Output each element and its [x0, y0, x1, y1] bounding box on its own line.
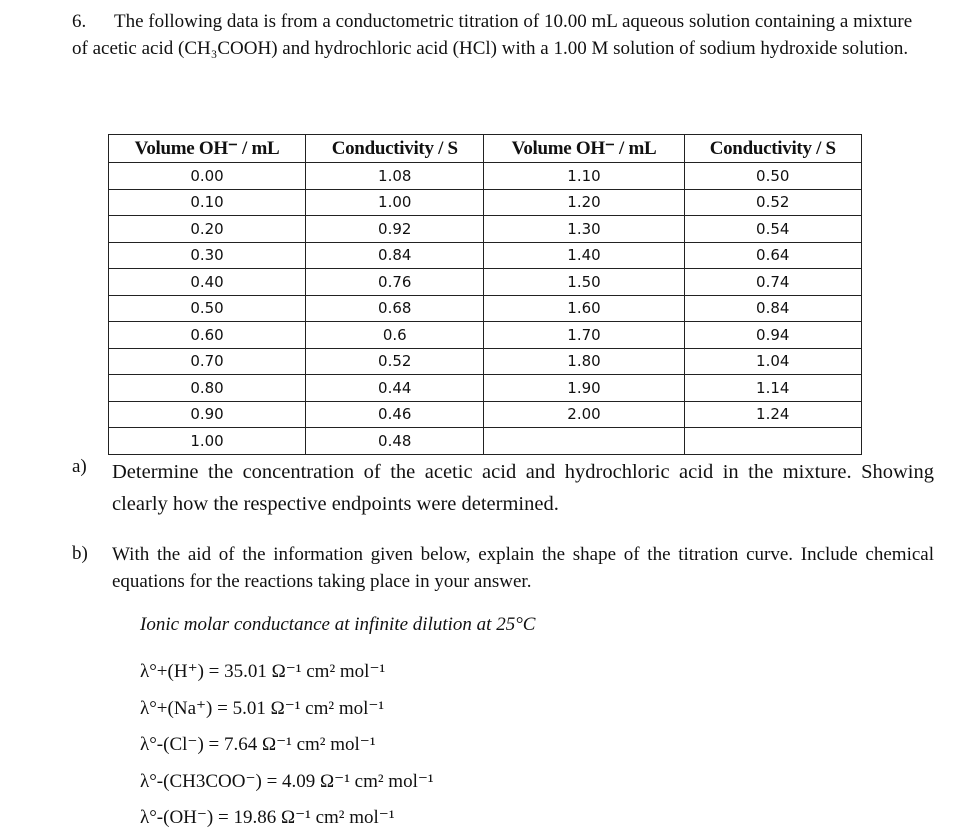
- table-cell: 1.40: [484, 242, 684, 269]
- table-cell: [484, 428, 684, 455]
- table-row: [109, 269, 862, 296]
- table-row: [109, 163, 862, 190]
- table-cell: 0.52: [306, 348, 484, 375]
- table-cell: 1.80: [484, 348, 684, 375]
- table-cell: 0.48: [306, 428, 484, 455]
- table-row: [109, 242, 862, 269]
- table-cell: 0.84: [306, 242, 484, 269]
- table-cell: 1.70: [484, 322, 684, 349]
- titration-data-table: [108, 134, 862, 455]
- table-row: [109, 375, 862, 402]
- question-number: 6.: [72, 11, 87, 32]
- table-row: [109, 295, 862, 322]
- table-cell: 0.54: [684, 216, 862, 243]
- column-header: Conductivity / S: [306, 135, 484, 163]
- table-row: [109, 189, 862, 216]
- table-row: [109, 216, 862, 243]
- table-cell: 0.50: [684, 163, 862, 190]
- conductance-equation: λ°-(Cl⁻) = 7.64 Ω⁻¹ cm² mol⁻¹: [140, 734, 376, 755]
- table-cell: 0.40: [109, 269, 306, 296]
- column-header: Volume OH⁻ / mL: [484, 135, 684, 163]
- table-row: [109, 322, 862, 349]
- table-cell: 0.10: [109, 189, 306, 216]
- question-6: [72, 8, 932, 62]
- table-cell: 0.76: [306, 269, 484, 296]
- table-cell: 1.60: [484, 295, 684, 322]
- table-cell: 1.10: [484, 163, 684, 190]
- question-text: The following data is from a conductometric titration of 10.00 mL aqueous solution containing a mixture of acetic acid (CH₃COOH) and hydrochloric acid (HCl) with a 1.00 M solution of sodium hydroxide solution.: [72, 11, 913, 59]
- table-cell: 1.00: [109, 428, 306, 455]
- part-b-label: b): [72, 543, 88, 564]
- table-cell: 1.00: [306, 189, 484, 216]
- column-header: Volume OH⁻ / mL: [109, 135, 306, 163]
- table-cell: 0.60: [109, 322, 306, 349]
- table-cell: 0.74: [684, 269, 862, 296]
- table-cell: [684, 428, 862, 455]
- conductance-equation: λ°+(Na⁺) = 5.01 Ω⁻¹ cm² mol⁻¹: [140, 697, 385, 719]
- table-cell: 0.50: [109, 295, 306, 322]
- table-cell: 1.24: [684, 401, 862, 428]
- table-cell: 0.90: [109, 401, 306, 428]
- column-header: Conductivity / S: [684, 135, 862, 163]
- table-cell: 0.68: [306, 295, 484, 322]
- table-cell: 0.92: [306, 216, 484, 243]
- table-cell: 1.30: [484, 216, 684, 243]
- table-cell: 0.84: [684, 295, 862, 322]
- table-cell: 1.90: [484, 375, 684, 402]
- table-cell: 1.14: [684, 375, 862, 402]
- table-cell: 0.94: [684, 322, 862, 349]
- table-cell: 0.64: [684, 242, 862, 269]
- table-cell: 0.20: [109, 216, 306, 243]
- table-row: [109, 428, 862, 455]
- part-b-text: With the aid of the information given below, explain the shape of the titration curve. Include chemical equations for the reactions taking place in your answer.: [112, 544, 934, 592]
- table-cell: 2.00: [484, 401, 684, 428]
- table-cell: 1.50: [484, 269, 684, 296]
- table-cell: 0.30: [109, 242, 306, 269]
- table-cell: 0.70: [109, 348, 306, 375]
- table-row: [109, 348, 862, 375]
- table-cell: 0.46: [306, 401, 484, 428]
- table-cell: 0.00: [109, 163, 306, 190]
- table-row: [109, 401, 862, 428]
- conductance-equation: λ°+(H⁺) = 35.01 Ω⁻¹ cm² mol⁻¹: [140, 661, 386, 682]
- conductance-title: Ionic molar conductance at infinite dilution at 25°C: [140, 614, 536, 635]
- part-a-label: a): [72, 456, 87, 477]
- table-cell: 0.6: [306, 322, 484, 349]
- conductance-equation: λ°-(CH3COO⁻) = 4.09 Ω⁻¹ cm² mol⁻¹: [140, 770, 434, 792]
- conductance-equation: λ°-(OH⁻) = 19.86 Ω⁻¹ cm² mol⁻¹: [140, 807, 395, 828]
- table-cell: 0.52: [684, 189, 862, 216]
- table-cell: 0.80: [109, 375, 306, 402]
- table-cell: 1.08: [306, 163, 484, 190]
- table-cell: 1.04: [684, 348, 862, 375]
- table-cell: 0.44: [306, 375, 484, 402]
- table-cell: 1.20: [484, 189, 684, 216]
- part-a-text: Determine the concentration of the acetic acid and hydrochloric acid in the mixture. Showing clearly how the respective endpoints were determined.: [112, 461, 934, 515]
